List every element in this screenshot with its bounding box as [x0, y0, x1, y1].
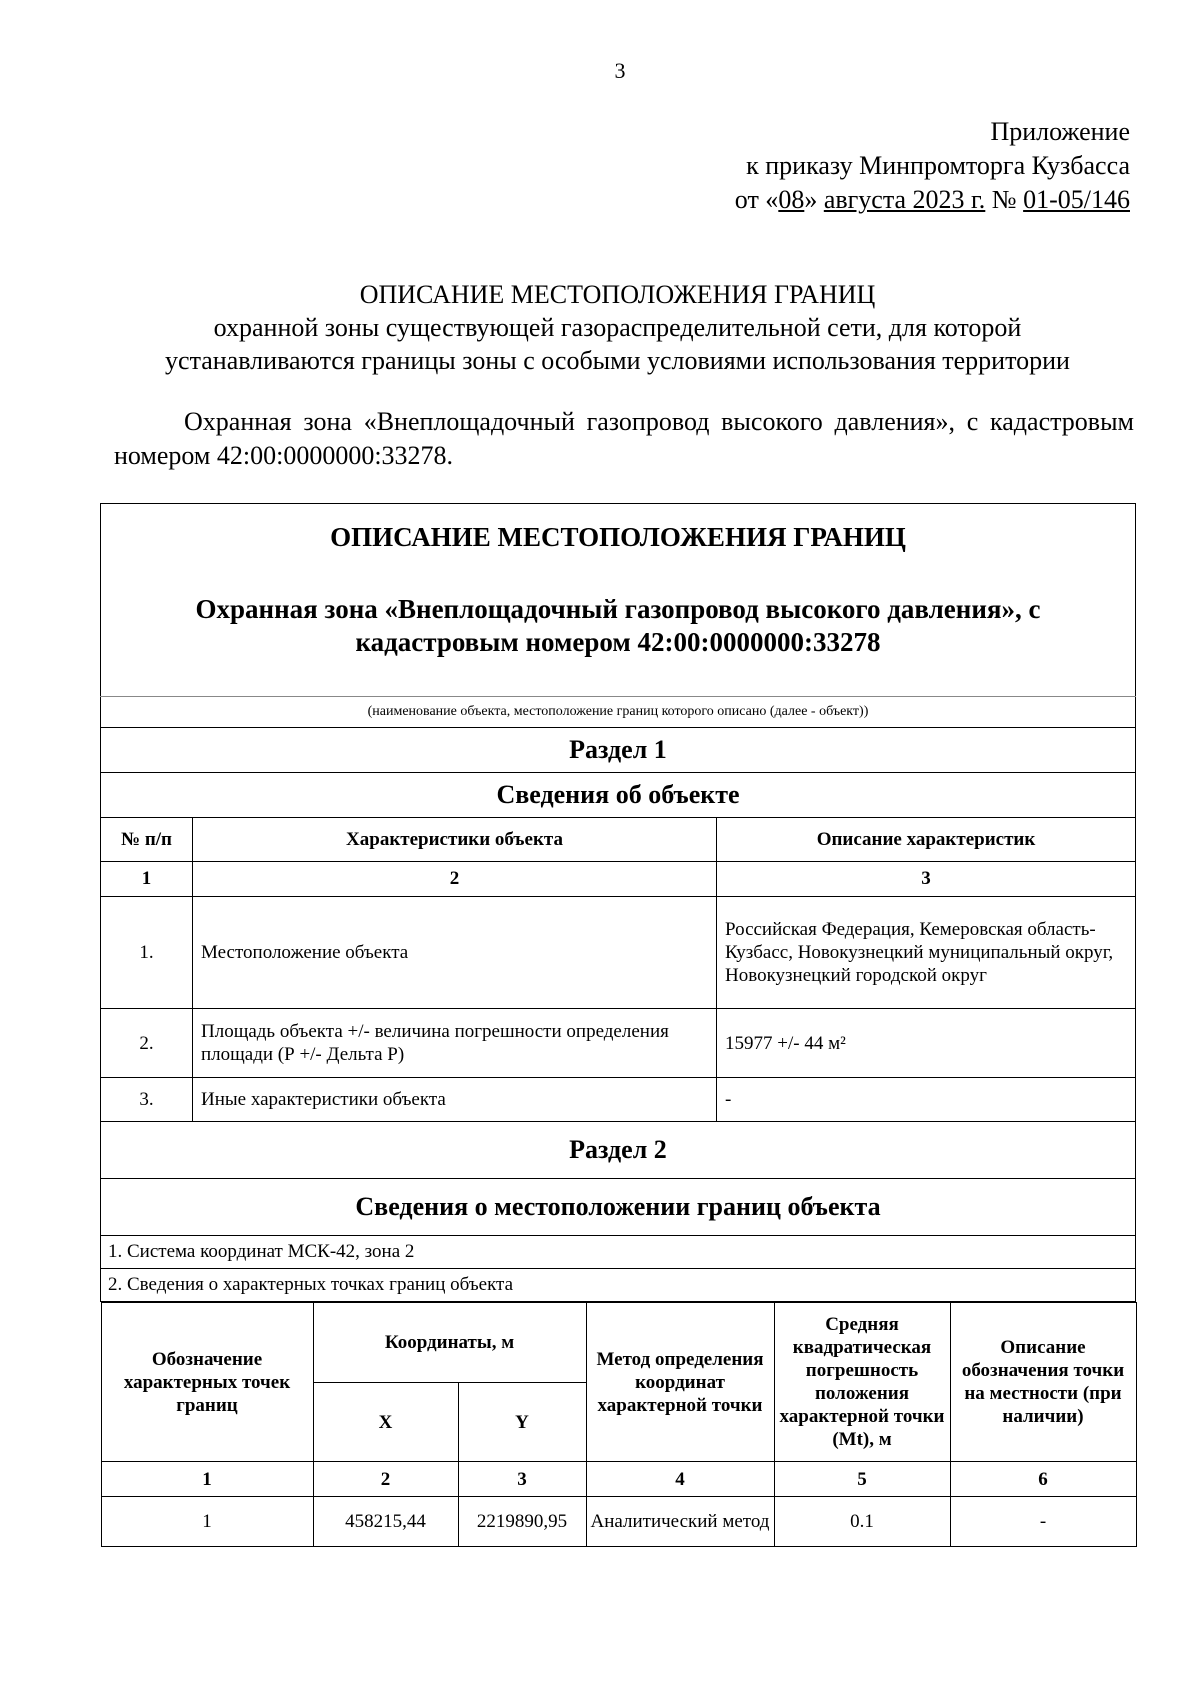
table-row: [101, 1009, 1136, 1078]
col-number-5: 5: [774, 1462, 950, 1497]
box-title: ОПИСАНИЕ МЕСТОПОЛОЖЕНИЯ ГРАНИЦ: [330, 522, 906, 552]
section-2-subtitle: Сведения о местоположении границ объекта: [101, 1179, 1136, 1236]
col-number-1: 1: [101, 1462, 313, 1497]
intro-paragraph: [114, 405, 1134, 473]
point-y: 2219890,95: [458, 1497, 586, 1547]
header-point-designation: Обозначение характерных точек границ: [101, 1303, 313, 1462]
points-caption: 2. Сведения о характерных точках границ объекта: [101, 1269, 1136, 1302]
appendix-title: Приложение: [990, 117, 1130, 146]
section-1-subtitle: Сведения об объекте: [101, 773, 1136, 818]
appendix-sep: »: [804, 185, 824, 214]
row-characteristic: Площадь объекта +/- величина погрешности определения площади (Р +/- Дельта Р): [193, 1009, 717, 1078]
row-value: 15977 +/- 44 м²: [717, 1009, 1136, 1078]
header-number: № п/п: [101, 818, 193, 862]
page-number: 3: [614, 58, 626, 83]
point-x: 458215,44: [313, 1497, 458, 1547]
row-number: 2.: [101, 1009, 193, 1078]
document-subtitle-2: устанавливаются границы зоны с особыми условиями использования территории: [165, 346, 1070, 375]
row-number: 3.: [101, 1078, 193, 1122]
point-mt: 0.1: [774, 1497, 950, 1547]
appendix-number: 01-05/146: [1023, 185, 1130, 214]
table-row: [101, 1497, 1136, 1547]
document-heading: [100, 278, 1135, 377]
col-number-3: 3: [717, 862, 1136, 897]
appendix-date-line: [530, 183, 1130, 217]
intro-text: Охранная зона «Внеплощадочный газопровод высокого давления», с кадастровым номером 42:00:0000000:33278.: [114, 407, 1134, 470]
section-2-title: Раздел 2: [101, 1122, 1136, 1179]
row-characteristic: Иные характеристики объекта: [193, 1078, 717, 1122]
appendix-month-year: августа 2023 г.: [823, 185, 986, 214]
document-subtitle-1: охранной зоны существующей газораспределительной сети, для которой: [213, 313, 1022, 342]
appendix-day: 08: [778, 185, 805, 214]
table-row: [101, 1078, 1136, 1122]
appendix-block: [530, 115, 1130, 217]
object-caption: (наименование объекта, местоположение границ которого описано (далее - объект)): [101, 697, 1136, 728]
header-method: Метод определения координат характерной точки: [586, 1303, 774, 1462]
col-number-6: 6: [950, 1462, 1136, 1497]
header-coordinates: Координаты, м: [313, 1303, 586, 1383]
appendix-order: к приказу Минпромторга Кузбасса: [746, 151, 1130, 180]
coordinate-system: 1. Система координат МСК-42, зона 2: [101, 1236, 1136, 1269]
header-characteristic: Характеристики объекта: [193, 818, 717, 862]
appendix-from: от «: [734, 185, 779, 214]
col-number-3: 3: [458, 1462, 586, 1497]
row-value: -: [717, 1078, 1136, 1122]
table-row: [101, 897, 1136, 1009]
appendix-no: №: [985, 185, 1024, 214]
col-number-2: 2: [193, 862, 717, 897]
header-point-description: Описание обозначения точки на местности (при наличии): [950, 1303, 1136, 1462]
point-method: Аналитический метод: [586, 1497, 774, 1547]
section-1-title: Раздел 1: [101, 728, 1136, 773]
point-number: 1: [101, 1497, 313, 1547]
points-table: [101, 1302, 1137, 1547]
object-name-line-2: кадастровым номером 42:00:0000000:33278: [355, 627, 881, 657]
col-number-1: 1: [101, 862, 193, 897]
box-header: [101, 504, 1136, 697]
header-mean-error: Средняя квадратическая погрешность положения характерной точки (Mt), м: [774, 1303, 950, 1462]
header-y: Y: [458, 1383, 586, 1462]
points-table-wrapper: [101, 1302, 1136, 1548]
col-number-4: 4: [586, 1462, 774, 1497]
col-number-2: 2: [313, 1462, 458, 1497]
row-characteristic: Местоположение объекта: [193, 897, 717, 1009]
row-number: 1.: [101, 897, 193, 1009]
row-value: Российская Федерация, Кемеровская область-Кузбасс, Новокузнецкий муниципальный округ, Новокузнецкий городской округ: [717, 897, 1136, 1009]
header-description: Описание характеристик: [717, 818, 1136, 862]
header-x: X: [313, 1383, 458, 1462]
boundary-description-table: [100, 503, 1136, 1547]
point-description: -: [950, 1497, 1136, 1547]
object-name-line-1: Охранная зона «Внеплощадочный газопровод высокого давления», с: [195, 594, 1041, 624]
document-title: ОПИСАНИЕ МЕСТОПОЛОЖЕНИЯ ГРАНИЦ: [359, 280, 876, 309]
